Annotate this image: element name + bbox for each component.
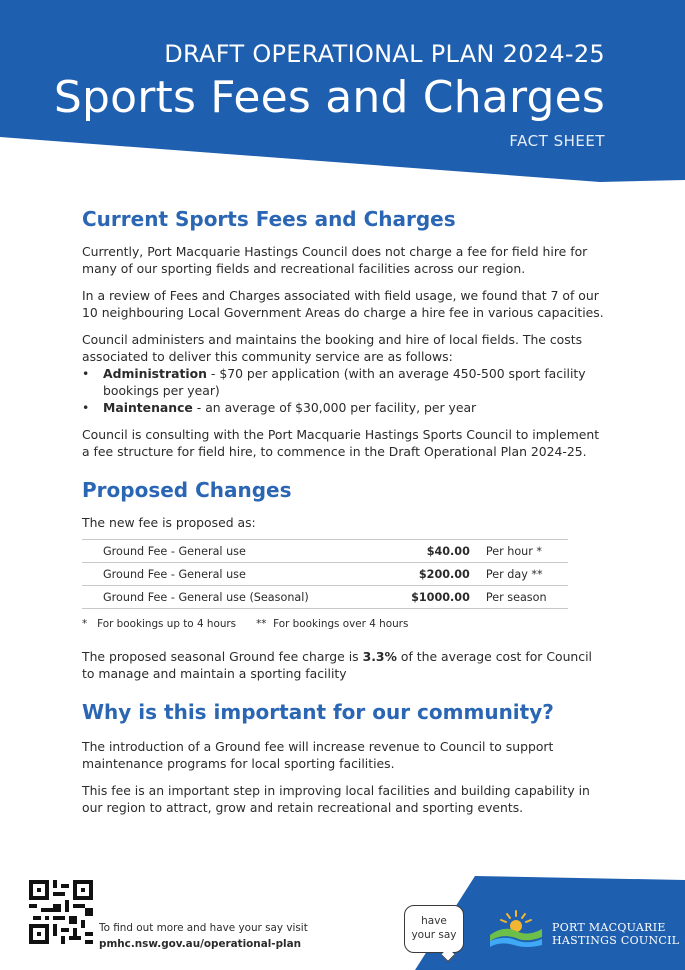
seasonal-percent: 3.3% xyxy=(362,649,397,664)
bubble-line-1: have xyxy=(421,915,447,927)
section-heading-why: Why is this important for our community? xyxy=(82,700,554,724)
section-heading-proposed: Proposed Changes xyxy=(82,478,292,502)
bubble-line-2: your say xyxy=(411,929,457,941)
current-paragraph-1: Currently, Port Macquarie Hastings Council does not charge a fee for field hire for many of our sporting fields and recreational facilities across our region. xyxy=(82,244,588,276)
current-paragraph-4: Council is consulting with the Port Macquarie Hastings Sports Council to implement a fee structure for field hire, to commence in the Draft Operational Plan 2024-25. xyxy=(82,427,600,459)
note-daily: ** For bookings over 4 hours xyxy=(256,618,409,630)
fee-period: Per season xyxy=(486,586,568,609)
why-paragraph-2: This fee is an important step in improving local facilities and building capability in our region to attract, grow and retain recreational and sporting events. xyxy=(82,783,590,815)
fee-amount: $1000.00 xyxy=(385,586,486,609)
fee-amount: $40.00 xyxy=(385,540,486,563)
page-title: Sports Fees and Charges xyxy=(53,72,605,123)
section-heading-current: Current Sports Fees and Charges xyxy=(82,207,456,231)
find-out-text: To find out more and have your say visit xyxy=(99,922,308,934)
fee-item: Ground Fee - General use (Seasonal) xyxy=(82,586,385,609)
council-logo-icon xyxy=(486,909,546,949)
list-item: • Maintenance - an average of $30,000 per facility, per year xyxy=(82,399,607,416)
fact-sheet-label: FACT SHEET xyxy=(509,132,605,150)
note-hourly: * For bookings up to 4 hours xyxy=(82,618,237,630)
current-paragraph-3: Council administers and maintains the booking and hire of local fields. The costs associated to deliver this community service are as follows: xyxy=(82,332,583,364)
fee-item: Ground Fee - General use xyxy=(82,540,385,563)
have-your-say-bubble[interactable] xyxy=(404,905,464,953)
fee-amount: $200.00 xyxy=(385,563,486,586)
current-paragraph-2: In a review of Fees and Charges associated with field usage, we found that 7 of our 10 neighbouring Local Government Areas do charge a hire fee in various capacities. xyxy=(82,288,604,320)
council-name: PORT MACQUARIE HASTINGS COUNCIL xyxy=(552,921,680,947)
list-item: • Administration - $70 per application (with an average 450-500 sport facility bookings per year) xyxy=(82,365,607,399)
fee-period: Per day ** xyxy=(486,563,568,586)
fee-period: Per hour * xyxy=(486,540,568,563)
website-link[interactable]: pmhc.nsw.gov.au/operational-plan xyxy=(99,938,302,950)
seasonal-paragraph: The proposed seasonal Ground fee charge is 3.3% of the average cost for Council to manage and maintain a sporting facility xyxy=(82,649,592,681)
why-paragraph-1: The introduction of a Ground fee will increase revenue to Council to support maintenance programs for local sporting facilities. xyxy=(82,739,554,771)
plan-kicker: DRAFT OPERATIONAL PLAN 2024-25 xyxy=(164,40,605,68)
proposed-intro: The new fee is proposed as: xyxy=(82,515,256,530)
fee-item: Ground Fee - General use xyxy=(82,563,385,586)
